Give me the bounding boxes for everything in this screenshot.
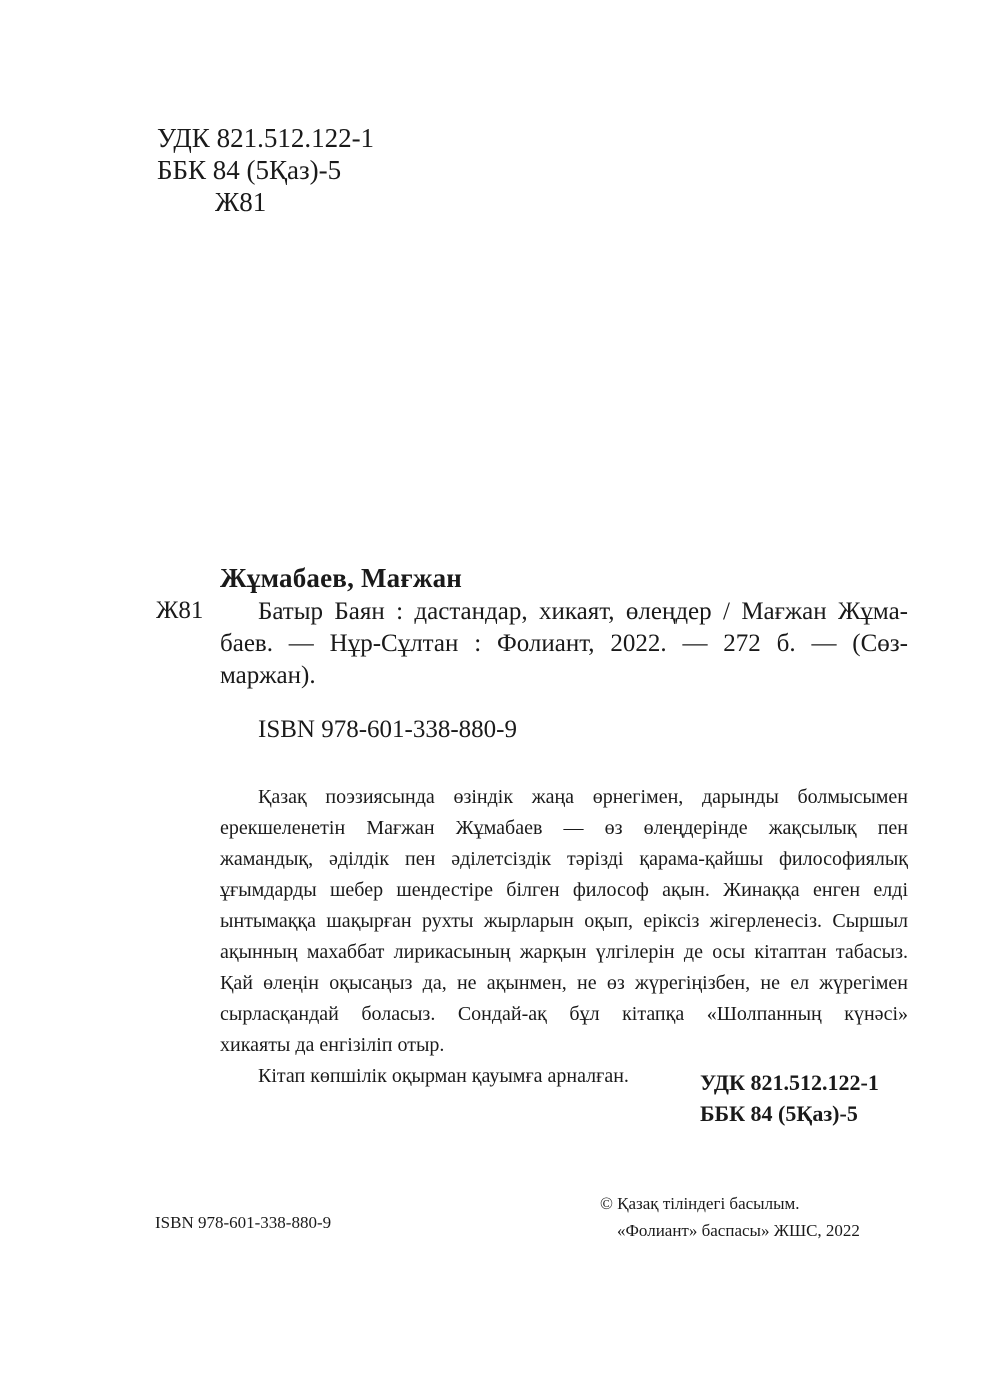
bbk-code-top: ББК 84 (5Қаз)-5 (157, 155, 342, 185)
bibliographic-description (220, 596, 908, 692)
copyright-line: © Қазақ тіліндегі басылым. (600, 1194, 800, 1213)
annotation-line: Кітап көпшілік оқырман қауымға арналған. (258, 1065, 629, 1087)
annotation-line: ерекшеленетін Мағжан Жұмабаев — өз өлеңдерінде жақсылық пен (220, 817, 908, 839)
annotation-line: хикаяты да енгізіліп отыр. (220, 1034, 445, 1056)
classification-codes-bottom (700, 1067, 879, 1129)
author-sign-top: Ж81 (215, 187, 267, 217)
annotation-line: Қазақ поэзиясында өзіндік жаңа өрнегімен, дарынды болмысымен (258, 786, 908, 808)
copyright-line: «Фолиант» баспасы» ЖШС, 2022 (617, 1221, 860, 1240)
udk-code-top: УДК 821.512.122-1 (157, 123, 375, 153)
copyright-notice (600, 1190, 860, 1244)
author-sign-margin: Ж81 (156, 597, 204, 624)
annotation-line: ұғымдарды шебер шендестіре білген философ ақын. Жинаққа енген елді (220, 879, 908, 901)
annotation-line: ынтымаққа шақырған рухты жырларын оқып, еріксіз жігерленесіз. Сыршыл (220, 910, 908, 932)
bib-line: маржан). (220, 662, 316, 689)
annotation (220, 782, 908, 1092)
author-heading: Жұмабаев, Мағжан (220, 563, 463, 593)
bbk-code-bottom: ББК 84 (5Қаз)-5 (700, 1101, 858, 1126)
bib-line: баев. — Нұр-Сұлтан : Фолиант, 2022. — 272 б. — (Сөз- (220, 630, 908, 657)
annotation-line: ақынның махаббат лирикасының жарқын үлгілерін де осы кітаптан табасыз. (220, 941, 908, 963)
annotation-line: жамандық, әділдік пен әділетсіздік тәрізді қарама-қайшы философиялық (220, 848, 908, 870)
annotation-line: Қай өлеңін оқысаңыз да, не ақынмен, не өз жүрегіңізбен, не ел жүрегімен (220, 972, 908, 994)
annotation-line: сырласқандай боласыз. Сондай-ақ бұл кітапқа «Шолпанның күнәсі» (220, 1003, 908, 1025)
udk-code-bottom: УДК 821.512.122-1 (700, 1070, 879, 1095)
isbn-entry: ISBN 978-601-338-880-9 (258, 716, 518, 743)
bib-line: Батыр Баян : дастандар, хикаят, өлеңдер / Мағжан Жұма- (258, 598, 908, 625)
isbn-footer: ISBN 978-601-338-880-9 (155, 1213, 332, 1232)
